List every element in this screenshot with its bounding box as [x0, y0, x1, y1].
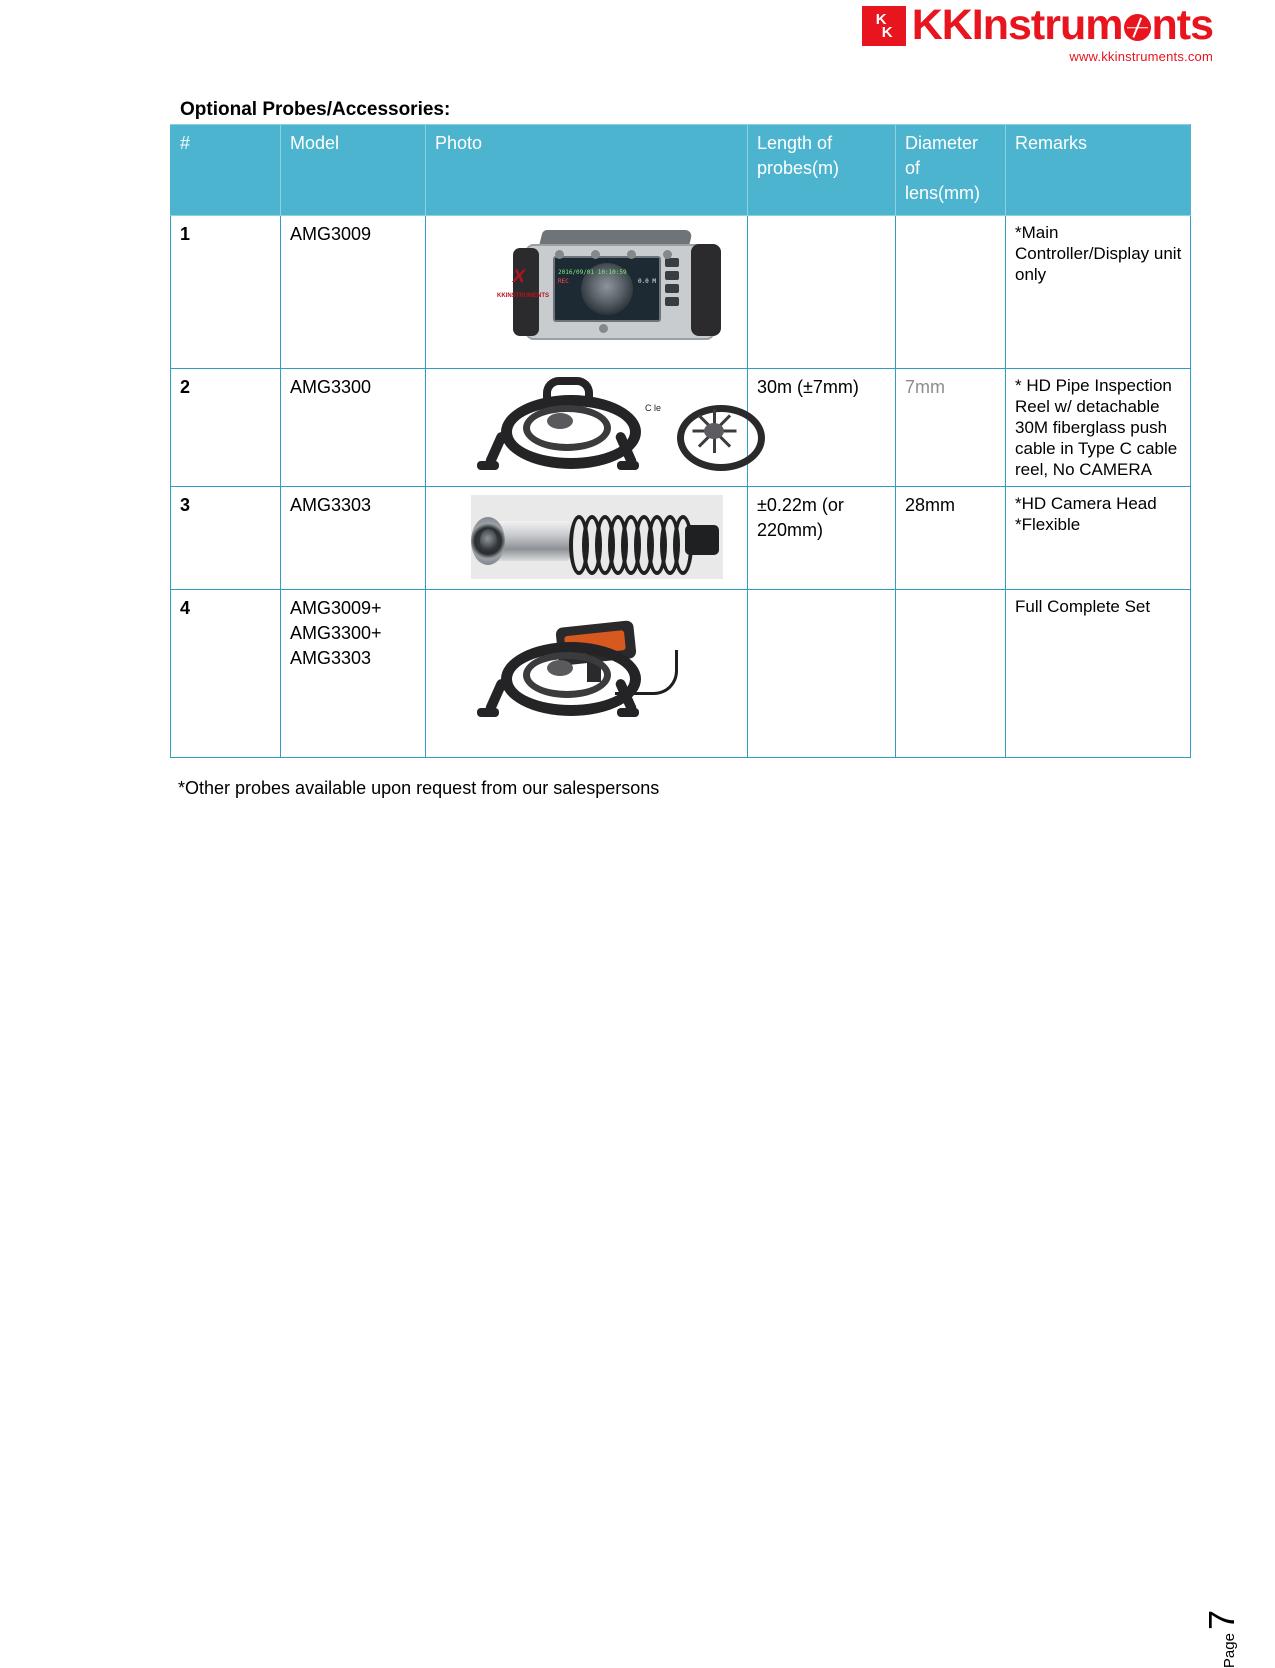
cell-photo-camera-head	[426, 487, 748, 590]
cable-reel-image	[465, 377, 655, 477]
reel-left-foot	[477, 708, 499, 717]
globe-icon	[1124, 14, 1151, 41]
reel-inner-ring	[523, 652, 611, 698]
col-header-photo: Photo	[426, 125, 748, 216]
camera-lens	[480, 529, 497, 553]
reel-right-foot	[617, 461, 639, 470]
cell-photo-controller	[426, 216, 748, 369]
logo-mark-k2: K	[881, 23, 892, 41]
cell-remarks: *Main Controller/Display unit only	[1006, 216, 1191, 369]
cell-model: AMG3303	[281, 487, 426, 590]
cell-model: AMG3300	[281, 369, 426, 487]
brand-name-post: nts	[1151, 1, 1213, 49]
cell-model: AMG3009+ AMG3300+ AMG3303	[281, 590, 426, 758]
camera-head-image	[471, 501, 721, 573]
spool-hub	[704, 423, 724, 439]
cell-length: ±0.22m (or 220mm)	[748, 487, 896, 590]
device-logo-mark: X	[510, 266, 528, 286]
full-set-image	[465, 624, 655, 734]
cell-number: 3	[171, 487, 281, 590]
logo-row	[862, 1, 1213, 49]
cell-remarks: Full Complete Set	[1006, 590, 1191, 758]
screen-rec-indicator: REC	[558, 278, 569, 285]
navigation-pad	[599, 324, 608, 333]
top-button-1	[555, 250, 564, 259]
cell-diameter	[896, 590, 1006, 758]
cell-remarks: *HD Camera Head *Flexible	[1006, 487, 1191, 590]
col-header-model: Model	[281, 125, 426, 216]
brand-name-pre: KKInstrum	[911, 1, 1123, 49]
cell-model: AMG3009	[281, 216, 426, 369]
cell-length	[748, 590, 896, 758]
screen-distance: 0.0 M	[637, 278, 656, 285]
detachable-spool-image	[671, 401, 763, 463]
col-header-length: Length of probes(m)	[748, 125, 896, 216]
cell-photo-reel	[426, 369, 748, 487]
device-screen	[553, 256, 661, 322]
cell-diameter	[896, 216, 1006, 369]
cell-diameter: 7mm	[896, 369, 1006, 487]
table-footnote: *Other probes available upon request from our salespersons	[178, 778, 660, 798]
page-number-value: 7	[1201, 1610, 1242, 1631]
cell-number: 2	[171, 369, 281, 487]
company-logo	[862, 1, 1213, 64]
cell-number: 4	[171, 590, 281, 758]
col-header-number: #	[171, 125, 281, 216]
cable-connector	[685, 525, 719, 555]
right-grip	[691, 244, 721, 336]
page-title: Optional Probes/Accessories:	[180, 99, 451, 120]
page-header	[0, 0, 1275, 70]
table-row	[171, 369, 1191, 487]
cell-length: 30m (±7mm)	[748, 369, 896, 487]
reel-left-foot	[477, 461, 499, 470]
top-button-4	[663, 250, 672, 259]
device-brand-logo	[497, 266, 549, 299]
reel-hub	[547, 413, 573, 429]
kk-logo-icon	[862, 6, 906, 46]
logo-mark-k1: K	[875, 10, 886, 28]
reel-hub	[547, 660, 573, 676]
table-header-row	[171, 125, 1191, 216]
table-row	[171, 216, 1191, 369]
page-number	[1201, 1610, 1243, 1668]
side-button-group	[665, 258, 681, 310]
page-label: Page	[1221, 1633, 1238, 1668]
device-logo-text: KKINSTRUMENTS	[497, 293, 549, 299]
cell-remarks: * HD Pipe Inspection Reel w/ detachable 30M fiberglass push cable in Type C cable reel, No CAMERA	[1006, 369, 1191, 487]
cell-diameter: 28mm	[896, 487, 1006, 590]
top-button-3	[627, 250, 636, 259]
table-row	[171, 487, 1191, 590]
controller-display-image	[495, 230, 735, 350]
flexible-spring	[569, 515, 689, 567]
reel-right-foot	[617, 708, 639, 717]
cell-photo-full-set	[426, 590, 748, 758]
reel-inner-ring	[523, 405, 611, 451]
spool-caption: C le	[645, 403, 662, 413]
top-button-2	[591, 250, 600, 259]
table-row	[171, 590, 1191, 758]
col-header-diameter: Diameter of lens(mm)	[896, 125, 1006, 216]
brand-wordmark	[911, 1, 1213, 49]
cell-length	[748, 216, 896, 369]
cell-number: 1	[171, 216, 281, 369]
col-header-remarks: Remarks	[1006, 125, 1191, 216]
optional-probes-table	[170, 124, 1191, 758]
screen-timestamp: 2016/09/01 10:10:59	[558, 269, 627, 276]
company-website: www.kkinstruments.com	[1069, 49, 1213, 64]
